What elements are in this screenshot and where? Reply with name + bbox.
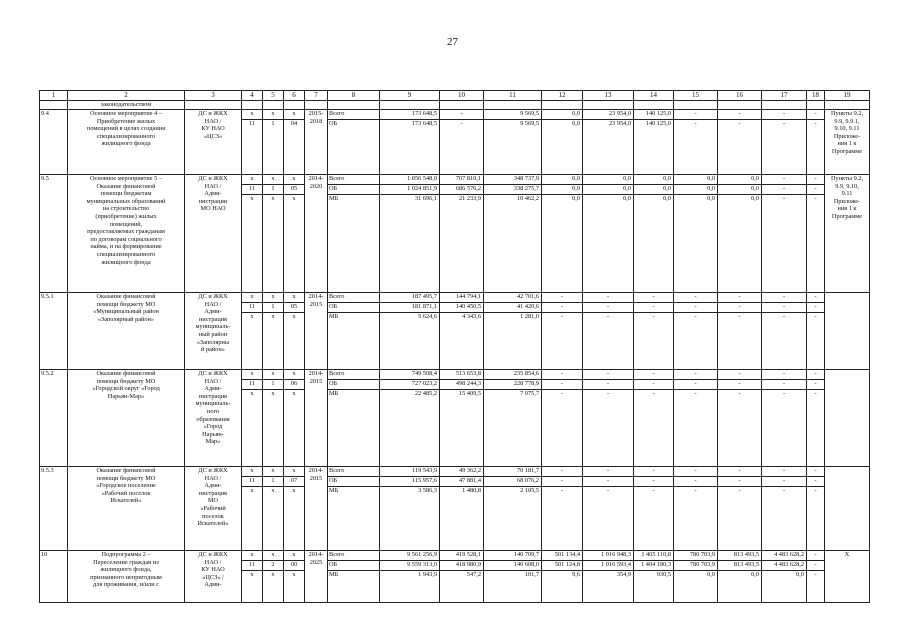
value-cell: - (542, 380, 583, 390)
measure-name: Подпрограмма 2 – Переселение граждан из жилищного фонда, признанного непригодным для проживания, и/или с (68, 551, 185, 603)
code-cell: х (284, 175, 305, 185)
funding-source: МБ (328, 313, 380, 370)
table-row (40, 175, 870, 185)
value-cell: - (807, 561, 825, 571)
value-cell: - (440, 110, 484, 120)
value-cell: 140 125,0 (634, 120, 674, 175)
value-cell: - (583, 313, 634, 370)
value-cell: - (762, 467, 807, 477)
measure-name: Оказание финансовой помощи бюджету МО «Городское поселение «Рабочий поселок Искателей» (68, 467, 185, 551)
code-cell: х (284, 110, 305, 120)
value-cell: 501 124,8 (542, 561, 583, 571)
value-cell: 0,0 (634, 175, 674, 185)
code-cell: х (263, 293, 284, 303)
value-cell: - (634, 467, 674, 477)
value-cell: 930,5 (634, 571, 674, 603)
funding-source: Всего (328, 370, 380, 380)
value-cell: 0,0 (542, 110, 583, 120)
note (825, 293, 870, 370)
value-cell: 0,0 (762, 571, 807, 603)
value-cell: 4 483 628,2 (762, 551, 807, 561)
funding-source: МБ (328, 571, 380, 603)
value-cell: - (762, 390, 807, 467)
code-cell: х (284, 313, 305, 370)
program-table (39, 90, 870, 603)
column-header: 15 (674, 91, 718, 101)
value-cell: 3 586,3 (380, 487, 440, 551)
column-header: 4 (242, 91, 263, 101)
value-cell: 1 943,9 (380, 571, 440, 603)
continuation-row (40, 101, 870, 110)
value-cell: - (807, 390, 825, 467)
funding-source: ОБ (328, 120, 380, 175)
value-cell: 547,2 (440, 571, 484, 603)
value-cell: - (583, 467, 634, 477)
funding-source: МБ (328, 487, 380, 551)
value-cell: - (807, 120, 825, 175)
value-cell: 749 508,4 (380, 370, 440, 380)
column-header: 10 (440, 91, 484, 101)
column-header: 3 (185, 91, 242, 101)
code-cell: х (263, 175, 284, 185)
years: 2014- 2025 (305, 551, 328, 603)
code-cell: х (263, 110, 284, 120)
value-cell: - (762, 120, 807, 175)
value-cell: 0,0 (718, 195, 762, 293)
value-cell: - (807, 195, 825, 293)
value-cell: - (583, 380, 634, 390)
value-cell: - (542, 487, 583, 551)
value-cell: - (542, 390, 583, 467)
value-cell: - (762, 195, 807, 293)
value-cell: 23 954,0 (583, 110, 634, 120)
code-cell: х (242, 390, 263, 467)
table-row (40, 110, 870, 120)
value-cell: 173 648,5 (380, 120, 440, 175)
value-cell: - (807, 571, 825, 603)
value-cell: - (762, 185, 807, 195)
value-cell: - (718, 303, 762, 313)
value-cell: - (762, 477, 807, 487)
value-cell: - (674, 303, 718, 313)
code-cell: 1 (263, 185, 284, 195)
value-cell: - (807, 313, 825, 370)
code-cell: х (263, 551, 284, 561)
value-cell: 5 624,6 (380, 313, 440, 370)
column-header: 11 (484, 91, 542, 101)
value-cell: 115 957,6 (380, 477, 440, 487)
funding-source: Всего (328, 110, 380, 120)
code-cell: х (263, 370, 284, 380)
value-cell: - (634, 293, 674, 303)
code-cell: 1 (263, 120, 284, 175)
value-cell: 15 409,5 (440, 390, 484, 467)
value-cell: - (807, 380, 825, 390)
value-cell: - (762, 380, 807, 390)
value-cell: - (718, 467, 762, 477)
value-cell: 0,0 (542, 175, 583, 185)
code-cell: х (263, 571, 284, 603)
code-cell: 11 (242, 185, 263, 195)
code-cell: х (242, 487, 263, 551)
table-row (40, 370, 870, 380)
value-cell: 49 362,2 (440, 467, 484, 477)
years: 2015- 2018 (305, 110, 328, 175)
value-cell: - (807, 467, 825, 477)
value-cell: - (674, 293, 718, 303)
row-number: 9.5.3 (40, 467, 68, 551)
value-cell: 0,0 (718, 175, 762, 185)
value-cell: - (674, 477, 718, 487)
value-cell: 0,0 (674, 571, 718, 603)
funding-source: МБ (328, 195, 380, 293)
value-cell: 101,7 (484, 571, 542, 603)
measure-name: Оказание финансовой помощи бюджету МО «Городской округ «Город Нарьян-Мар» (68, 370, 185, 467)
value-cell: 418 980,9 (440, 561, 484, 571)
code-cell: х (242, 195, 263, 293)
value-cell: 707 810,1 (440, 175, 484, 185)
value-cell: 140 125,0 (634, 110, 674, 120)
code-cell: х (284, 195, 305, 293)
value-cell: 686 576,2 (440, 185, 484, 195)
code-cell: 11 (242, 477, 263, 487)
years: 2014- 2015 (305, 293, 328, 370)
row-number: 9.5 (40, 175, 68, 293)
code-cell: х (284, 390, 305, 467)
row-number: 9.5.2 (40, 370, 68, 467)
note: Пункты 9.2, 9.9, 9.10, 9.11 Приложе- ния 1 к Программе (825, 175, 870, 293)
code-cell: 11 (242, 120, 263, 175)
code-cell: х (242, 571, 263, 603)
code-cell: х (284, 467, 305, 477)
code-cell: х (284, 487, 305, 551)
value-cell: - (583, 370, 634, 380)
code-cell: 11 (242, 561, 263, 571)
value-cell: - (542, 313, 583, 370)
value-cell: 338 275,7 (484, 185, 542, 195)
value-cell: 0,0 (674, 175, 718, 185)
value-cell: - (762, 487, 807, 551)
value-cell: 1 281,0 (484, 313, 542, 370)
row-number: 9.5.1 (40, 293, 68, 370)
value-cell: 0,0 (718, 571, 762, 603)
code-cell: х (263, 390, 284, 467)
code-cell: х (242, 551, 263, 561)
value-cell: - (674, 390, 718, 467)
row-number: 9.4 (40, 110, 68, 175)
value-cell: - (542, 477, 583, 487)
column-header: 8 (328, 91, 380, 101)
page-number: 27 (447, 36, 458, 48)
value-cell: - (674, 120, 718, 175)
value-cell: 0,0 (583, 185, 634, 195)
note (825, 467, 870, 551)
code-cell: 00 (284, 561, 305, 571)
value-cell: - (718, 487, 762, 551)
value-cell: - (718, 110, 762, 120)
value-cell: - (807, 293, 825, 303)
value-cell: - (674, 487, 718, 551)
value-cell: 2 105,5 (484, 487, 542, 551)
code-cell: х (263, 195, 284, 293)
value-cell: 1 056 548,0 (380, 175, 440, 185)
value-cell: 1 024 851,9 (380, 185, 440, 195)
value-cell: 780 703,9 (674, 561, 718, 571)
value-cell: - (807, 303, 825, 313)
value-cell: - (634, 487, 674, 551)
code-cell: 1 (263, 477, 284, 487)
value-cell: - (542, 303, 583, 313)
value-cell: 119 543,9 (380, 467, 440, 477)
column-header: 5 (263, 91, 284, 101)
executor: ДС и ЖКХ НАО / Адми- нистрация МО «Рабочий поселок Искателей» (185, 467, 242, 551)
value-cell: 813 493,5 (718, 551, 762, 561)
value-cell: - (634, 390, 674, 467)
value-cell: 47 881,4 (440, 477, 484, 487)
value-cell: 780 703,9 (674, 551, 718, 561)
column-header: 19 (825, 91, 870, 101)
executor: ДС и ЖКХ НАО / Адми- нистрация муниципаль- ный район «Заполярны й район» (185, 293, 242, 370)
value-cell: 42 701,6 (484, 293, 542, 303)
value-cell: 0,0 (583, 175, 634, 185)
years: 2014- 2015 (305, 370, 328, 467)
column-header: 16 (718, 91, 762, 101)
value-cell: 1 016 948,3 (583, 551, 634, 561)
header-row (40, 91, 870, 101)
value-cell: 498 244,3 (440, 380, 484, 390)
value-cell: - (634, 370, 674, 380)
value-cell: - (718, 477, 762, 487)
funding-source: Всего (328, 551, 380, 561)
value-cell: - (762, 313, 807, 370)
value-cell: - (807, 185, 825, 195)
code-cell: 05 (284, 185, 305, 195)
value-cell: - (542, 293, 583, 303)
value-cell: 22 485,2 (380, 390, 440, 467)
value-cell: 0,0 (583, 195, 634, 293)
value-cell: - (718, 293, 762, 303)
value-cell: 144 794,1 (440, 293, 484, 303)
value-cell: 9 561 256,9 (380, 551, 440, 561)
value-cell: 1 405 110,8 (634, 551, 674, 561)
value-cell: 187 495,7 (380, 293, 440, 303)
code-cell: х (242, 370, 263, 380)
code-cell: 04 (284, 120, 305, 175)
column-header: 2 (68, 91, 185, 101)
code-cell: 06 (284, 380, 305, 390)
value-cell: - (634, 303, 674, 313)
value-cell: 7 075,7 (484, 390, 542, 467)
code-cell: х (242, 293, 263, 303)
value-cell: 9 569,5 (484, 110, 542, 120)
value-cell: - (634, 477, 674, 487)
funding-source: ОБ (328, 380, 380, 390)
value-cell: 9 569,5 (484, 120, 542, 175)
value-cell: 10 462,2 (484, 195, 542, 293)
value-cell: 173 648,5 (380, 110, 440, 120)
code-cell: 2 (263, 561, 284, 571)
value-cell: 9,6 (542, 571, 583, 603)
value-cell: 140 709,7 (484, 551, 542, 561)
code-cell: х (242, 175, 263, 185)
value-cell: 228 778,9 (484, 380, 542, 390)
value-cell: - (440, 120, 484, 175)
value-cell: 0,0 (674, 185, 718, 195)
value-cell: 9 559 313,0 (380, 561, 440, 571)
funding-source: Всего (328, 293, 380, 303)
value-cell: - (674, 380, 718, 390)
value-cell: - (762, 303, 807, 313)
value-cell: 727 023,2 (380, 380, 440, 390)
code-cell: 11 (242, 380, 263, 390)
value-cell: - (807, 370, 825, 380)
value-cell: 140 450,5 (440, 303, 484, 313)
measure-name: Основное мероприятие 4 – Приобретение жилых помещений в целях создания специализированного жилищного фонда (68, 110, 185, 175)
funding-source: ОБ (328, 303, 380, 313)
years: 2014- 2020 (305, 175, 328, 293)
value-cell: 0,0 (542, 195, 583, 293)
value-cell: - (674, 110, 718, 120)
measure-name: Оказание финансовой помощи бюджету МО «Муниципальный район «Заполярный район» (68, 293, 185, 370)
value-cell: - (807, 175, 825, 185)
value-cell: - (674, 467, 718, 477)
value-cell: 0,0 (674, 195, 718, 293)
value-cell: - (583, 303, 634, 313)
code-cell: х (284, 551, 305, 561)
code-cell: х (242, 467, 263, 477)
funding-source: Всего (328, 467, 380, 477)
continuation-text: законодательством (68, 101, 185, 110)
value-cell: - (762, 175, 807, 185)
years: 2014- 2015 (305, 467, 328, 551)
value-cell: 0,0 (634, 185, 674, 195)
column-header: 17 (762, 91, 807, 101)
value-cell: - (762, 370, 807, 380)
value-cell: 0,0 (542, 120, 583, 175)
value-cell: 513 653,8 (440, 370, 484, 380)
code-cell: х (242, 110, 263, 120)
value-cell: - (542, 370, 583, 380)
value-cell: - (807, 110, 825, 120)
value-cell: 501 134,4 (542, 551, 583, 561)
funding-source: ОБ (328, 477, 380, 487)
value-cell: 4 483 628,2 (762, 561, 807, 571)
executor: ДС и ЖКХ НАО / КУ НАО «ЦСЗ» / Адми- (185, 551, 242, 603)
value-cell: - (674, 313, 718, 370)
table-row (40, 467, 870, 477)
value-cell: 354,9 (583, 571, 634, 603)
funding-source: МБ (328, 390, 380, 467)
executor: ДС и ЖКХ НАО / КУ НАО «ЦСЗ» (185, 110, 242, 175)
value-cell: 1 016 593,4 (583, 561, 634, 571)
code-cell: х (284, 370, 305, 380)
value-cell: 1 480,8 (440, 487, 484, 551)
column-header: 7 (305, 91, 328, 101)
code-cell: х (263, 467, 284, 477)
code-cell: 1 (263, 303, 284, 313)
code-cell: х (284, 571, 305, 603)
executor: ДС и ЖКХ НАО / Адми- нистрация муниципаль- ного образования «Город Нарьян- Мар» (185, 370, 242, 467)
value-cell: 68 076,2 (484, 477, 542, 487)
value-cell: 41 420,6 (484, 303, 542, 313)
value-cell: - (674, 370, 718, 380)
value-cell: - (807, 477, 825, 487)
value-cell: 21 233,9 (440, 195, 484, 293)
value-cell: 140 608,0 (484, 561, 542, 571)
value-cell: - (718, 380, 762, 390)
value-cell: 70 181,7 (484, 467, 542, 477)
value-cell: - (583, 487, 634, 551)
value-cell: 23 954,0 (583, 120, 634, 175)
code-cell: 05 (284, 303, 305, 313)
column-header: 6 (284, 91, 305, 101)
value-cell: 0,0 (634, 195, 674, 293)
value-cell: - (542, 467, 583, 477)
column-header: 18 (807, 91, 825, 101)
column-header: 1 (40, 91, 68, 101)
value-cell: 0,0 (542, 185, 583, 195)
row-number: 10 (40, 551, 68, 603)
value-cell: - (762, 110, 807, 120)
measure-name: Основное мероприятие 5 – Оказание финансовой помощи бюджетам муниципальных образований на строительство (приобретение) жилых помещений, предоставляемых гражданам по договорам социального найма, и на формирование специализированного жилищного фонда (68, 175, 185, 293)
column-header: 14 (634, 91, 674, 101)
value-cell: 813 493,5 (718, 561, 762, 571)
table-row (40, 293, 870, 303)
funding-source: ОБ (328, 561, 380, 571)
value-cell: 419 528,1 (440, 551, 484, 561)
value-cell: - (634, 313, 674, 370)
code-cell: х (263, 313, 284, 370)
value-cell: - (807, 487, 825, 551)
value-cell: - (583, 477, 634, 487)
value-cell: - (718, 313, 762, 370)
value-cell: 31 696,1 (380, 195, 440, 293)
note: Пункты 9.2, 9.9, 9.9.1, 9.10, 9.11 Приложе- ния 1 к Программе (825, 110, 870, 175)
code-cell: 07 (284, 477, 305, 487)
value-cell: - (583, 390, 634, 467)
column-header: 13 (583, 91, 634, 101)
value-cell: 1 404 180,3 (634, 561, 674, 571)
value-cell: - (583, 293, 634, 303)
note: Х (825, 551, 870, 603)
value-cell: - (634, 380, 674, 390)
note (825, 370, 870, 467)
value-cell: - (718, 120, 762, 175)
column-header: 12 (542, 91, 583, 101)
code-cell: 1 (263, 380, 284, 390)
value-cell: 0,0 (718, 185, 762, 195)
value-cell: 4 343,6 (440, 313, 484, 370)
code-cell: х (242, 313, 263, 370)
value-cell: - (762, 293, 807, 303)
code-cell: х (263, 487, 284, 551)
column-header: 9 (380, 91, 440, 101)
code-cell: 11 (242, 303, 263, 313)
value-cell: 348 737,9 (484, 175, 542, 185)
code-cell: х (284, 293, 305, 303)
value-cell: - (718, 370, 762, 380)
funding-source: ОБ (328, 185, 380, 195)
value-cell: 181 871,1 (380, 303, 440, 313)
value-cell: - (718, 390, 762, 467)
value-cell: - (807, 551, 825, 561)
table-row (40, 551, 870, 561)
funding-source: Всего (328, 175, 380, 185)
value-cell: 235 854,6 (484, 370, 542, 380)
executor: ДС и ЖКХ НАО / Адми- нистрации МО НАО (185, 175, 242, 293)
